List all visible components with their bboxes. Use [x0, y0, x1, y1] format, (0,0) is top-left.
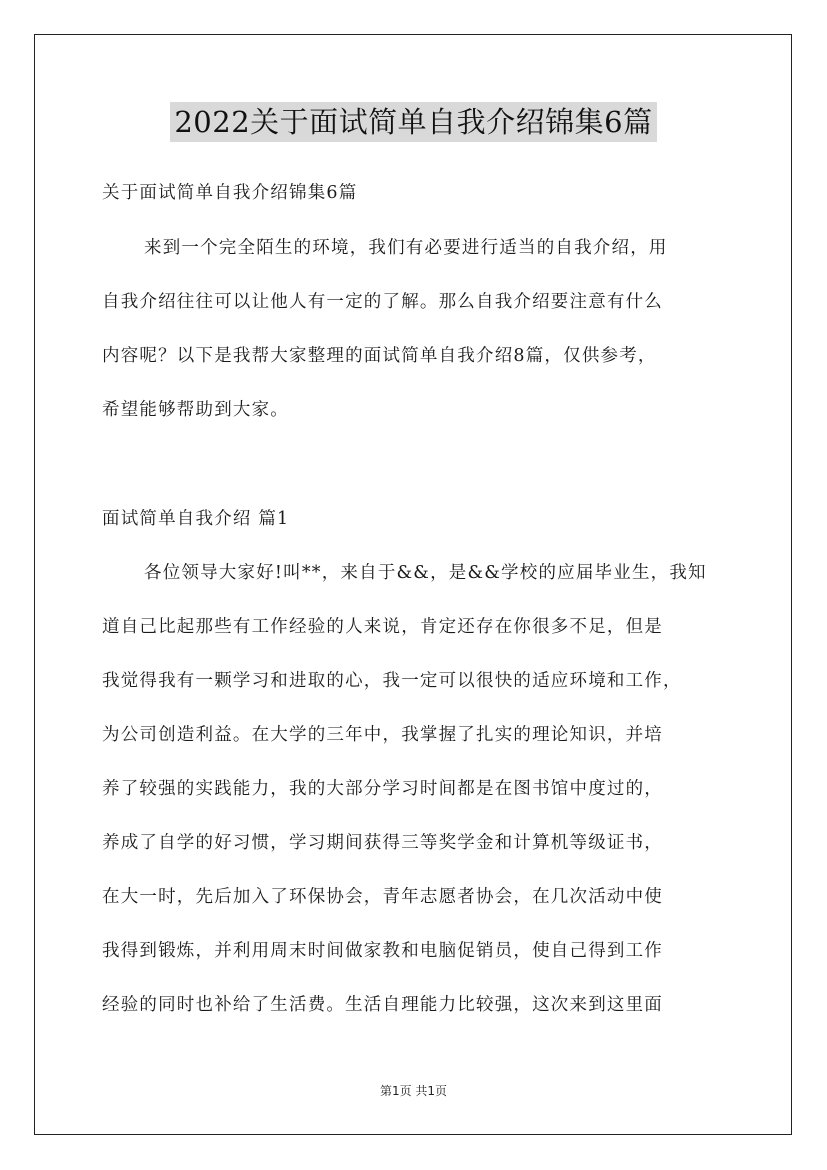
- section-heading: 面试简单自我介绍 篇1: [102, 509, 290, 529]
- intro-line: 希望能够帮助到大家。: [102, 400, 289, 420]
- section-line: 道自己比起那些有工作经验的人来说，肯定还存在你很多不足，但是: [102, 617, 663, 637]
- section-line: 我得到锻炼，并利用周末时间做家教和电脑促销员，使自己得到工作: [102, 941, 663, 961]
- section-line: 为公司创造利益。在大学的三年中，我掌握了扎实的理论知识，并培: [102, 725, 663, 745]
- page-footer: 第1页 共1页: [379, 1084, 448, 1098]
- section-line: 在大一时，先后加入了环保协会，青年志愿者协会，在几次活动中使: [102, 887, 663, 907]
- document-title: 2022关于面试简单自我介绍锦集6篇: [170, 102, 656, 142]
- title-container: [0, 102, 827, 142]
- section-line: 我觉得我有一颗学习和进取的心，我一定可以很快的适应环境和工作，: [102, 671, 682, 691]
- intro-line: 内容呢？以下是我帮大家整理的面试简单自我介绍8篇，仅供参考，: [102, 346, 657, 366]
- section-line: 经验的同时也补给了生活费。生活自理能力比较强，这次来到这里面: [102, 995, 663, 1015]
- section-line: 养成了自学的好习惯，学习期间获得三等奖学金和计算机等级证书，: [102, 833, 663, 853]
- document-subtitle: 关于面试简单自我介绍锦集6篇: [102, 183, 358, 203]
- section-line: 各位领导大家好!叫**，来自于&&，是&&学校的应届毕业生，我知: [144, 563, 707, 583]
- intro-line: 来到一个完全陌生的环境，我们有必要进行适当的自我介绍，用: [144, 238, 668, 258]
- intro-line: 自我介绍往往可以让他人有一定的了解。那么自我介绍要注意有什么: [102, 292, 663, 312]
- section-line: 养了较强的实践能力，我的大部分学习时间都是在图书馆中度过的，: [102, 779, 663, 799]
